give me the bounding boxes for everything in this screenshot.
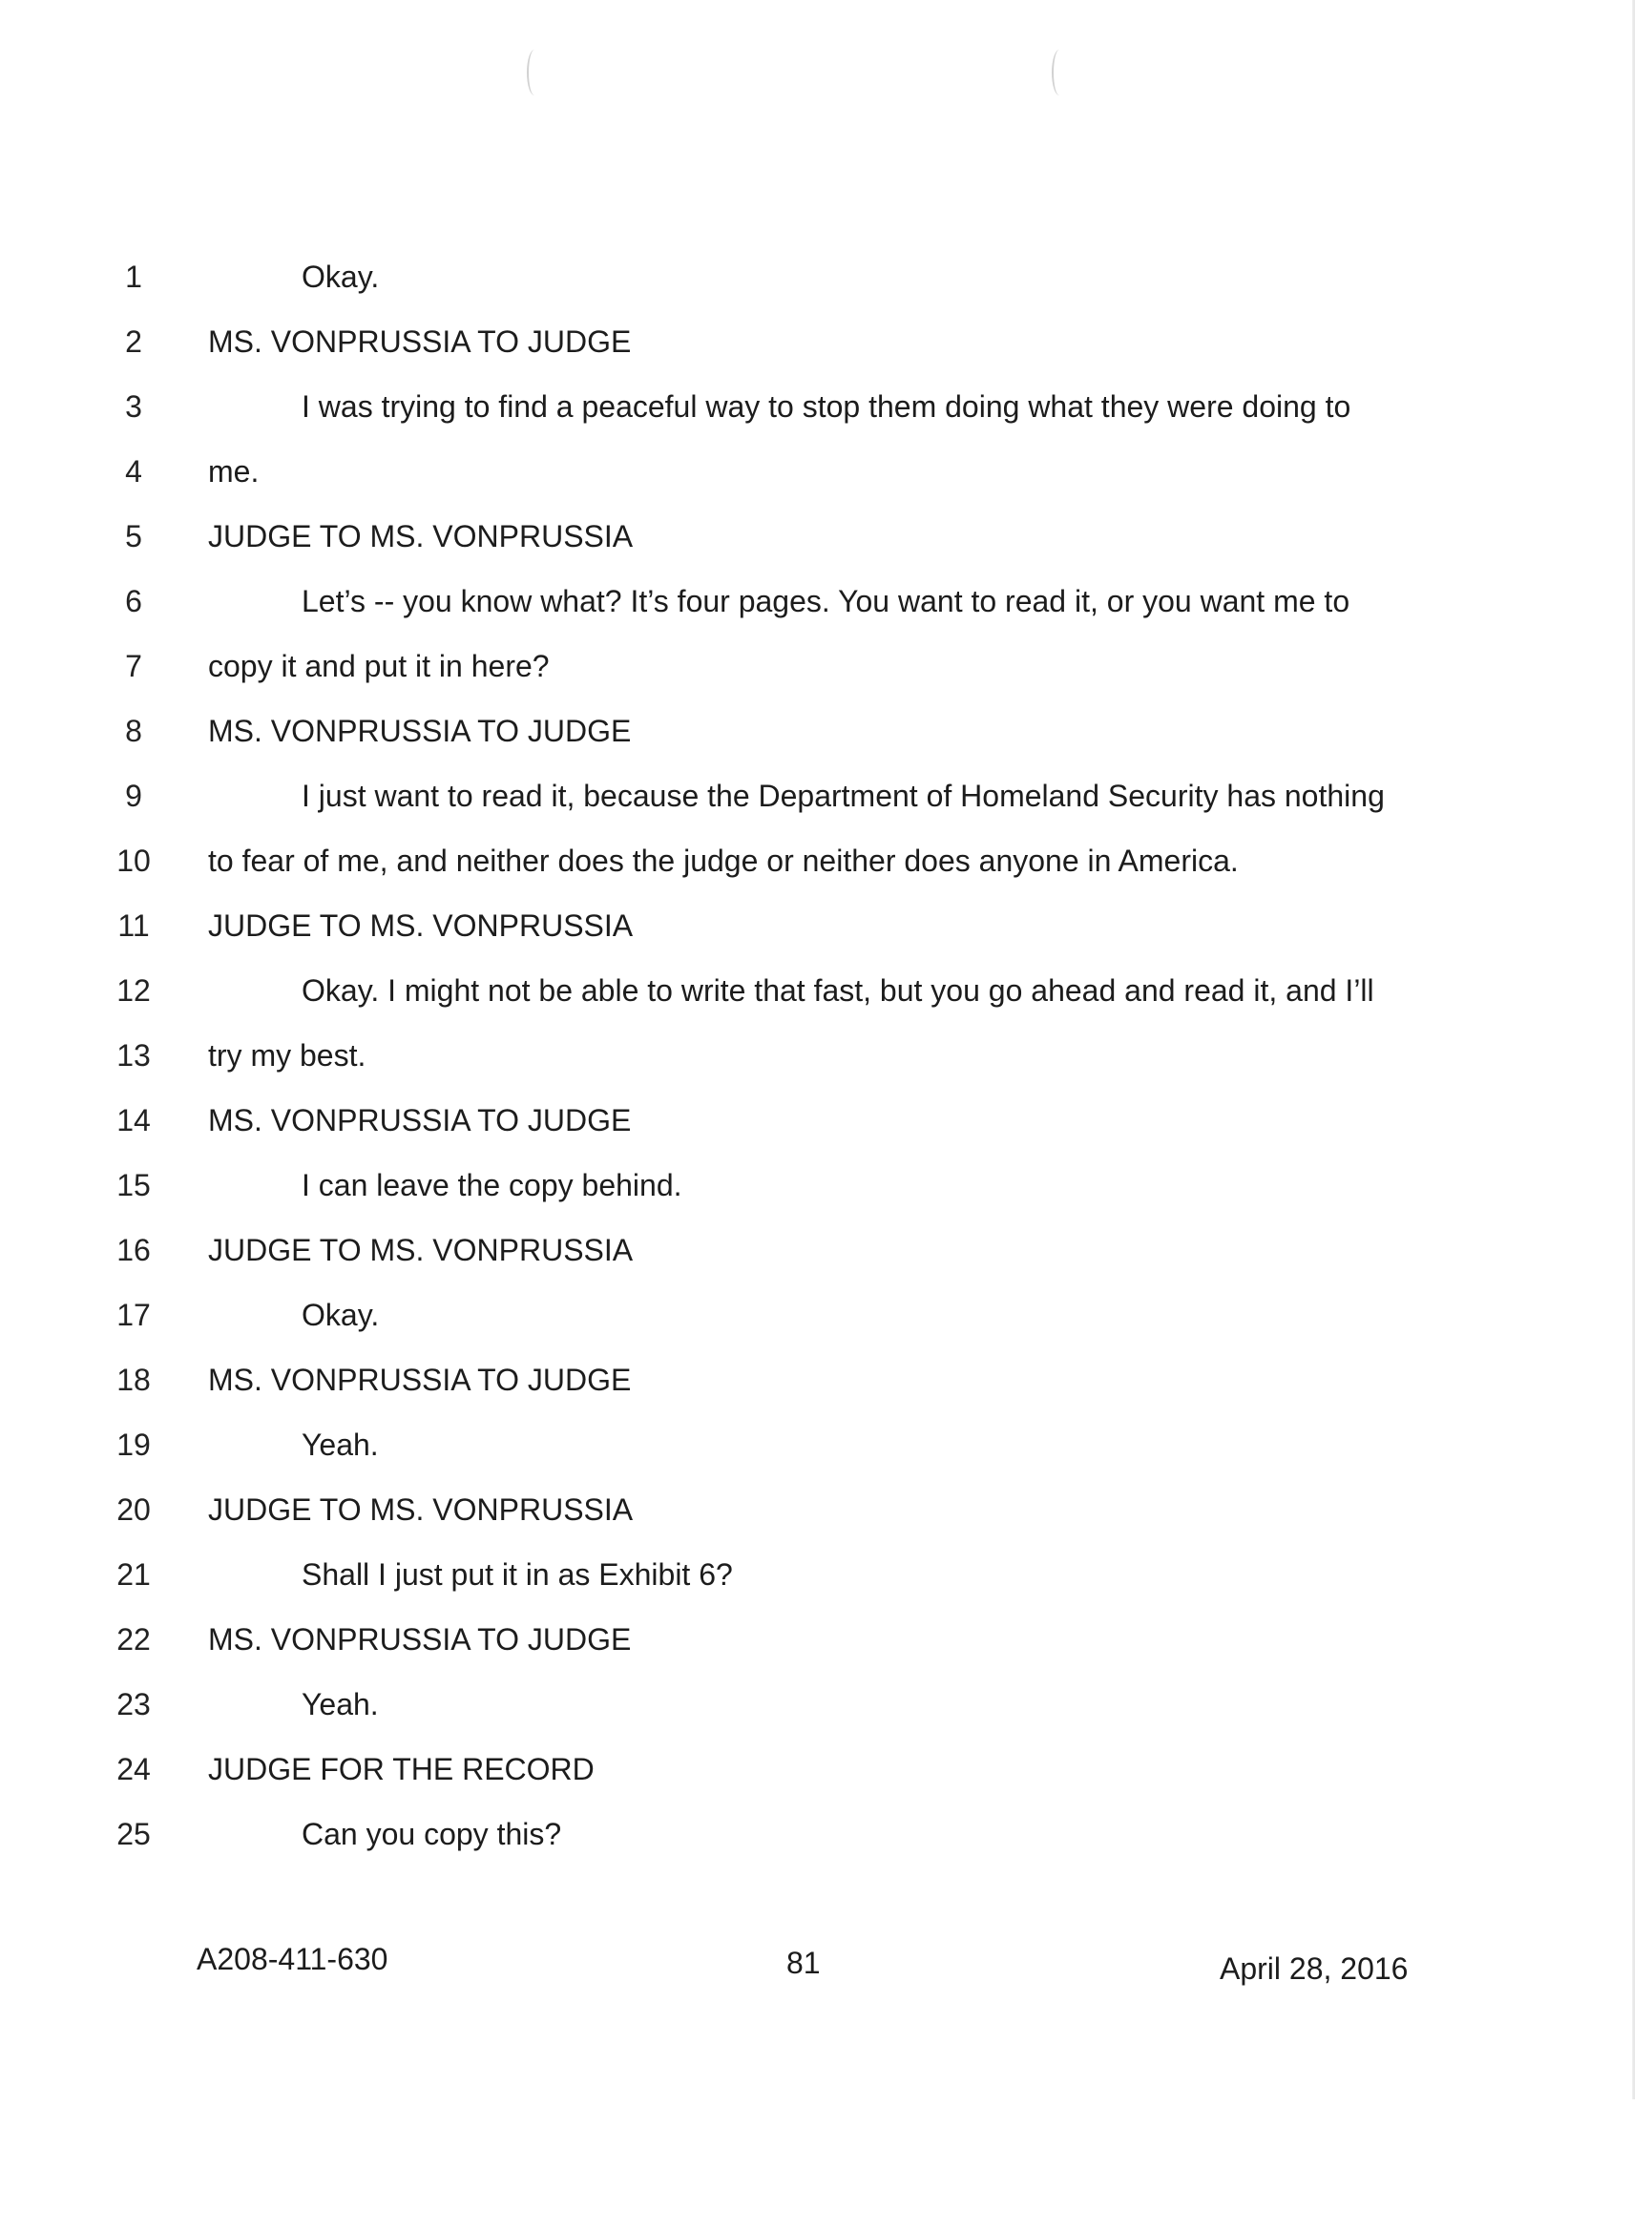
line-text: JUDGE TO MS. VONPRUSSIA <box>208 1233 634 1267</box>
line-text: Okay. <box>302 260 380 294</box>
line-text: JUDGE TO MS. VONPRUSSIA <box>208 1492 634 1527</box>
line-text: to fear of me, and neither does the judge or neither does anyone in America. <box>208 844 1239 878</box>
line-text: MS. VONPRUSSIA TO JUDGE <box>208 1363 632 1397</box>
page-footer <box>0 1942 1652 1990</box>
line-text: Yeah. <box>302 1428 379 1462</box>
transcript-line <box>105 1555 1441 1620</box>
line-number: 24 <box>116 1752 151 1786</box>
transcript-line <box>105 842 1441 907</box>
line-number: 12 <box>116 973 151 1008</box>
transcript-line <box>105 582 1441 647</box>
line-number: 13 <box>116 1038 151 1073</box>
scan-edge-shadow <box>1632 0 1635 2099</box>
line-text: I just want to read it, because the Department of Homeland Security has nothing <box>302 779 1385 813</box>
transcript-line <box>105 971 1441 1036</box>
line-number: 15 <box>116 1168 151 1202</box>
line-text: Shall I just put it in as Exhibit 6? <box>302 1557 733 1592</box>
line-number: 9 <box>125 779 142 813</box>
line-text: Yeah. <box>302 1687 379 1721</box>
transcript-line <box>105 1036 1441 1101</box>
punch-hole-mark <box>1052 50 1067 95</box>
line-text: Okay. <box>302 1298 380 1332</box>
line-text: JUDGE TO MS. VONPRUSSIA <box>208 908 634 943</box>
transcript-line <box>105 907 1441 971</box>
line-number: 3 <box>125 389 142 424</box>
transcript-line <box>105 258 1441 323</box>
line-number: 7 <box>125 649 142 683</box>
line-number: 20 <box>116 1492 151 1527</box>
line-number: 2 <box>125 324 142 359</box>
transcript-line <box>105 1361 1441 1426</box>
line-number: 10 <box>116 844 151 878</box>
transcript-line <box>105 1426 1441 1491</box>
line-number: 18 <box>116 1363 151 1397</box>
transcript-line <box>105 1750 1441 1815</box>
line-text: MS. VONPRUSSIA TO JUDGE <box>208 1622 632 1657</box>
case-number: A208-411-630 <box>197 1942 388 1976</box>
line-number: 25 <box>116 1817 151 1851</box>
line-text: MS. VONPRUSSIA TO JUDGE <box>208 1103 632 1137</box>
transcript-line <box>105 1815 1441 1880</box>
transcript-line <box>105 1231 1441 1296</box>
transcript-body <box>105 258 1441 1880</box>
transcript-line <box>105 712 1441 777</box>
transcript-line <box>105 1491 1441 1555</box>
transcript-line <box>105 387 1441 452</box>
transcript-line <box>105 1166 1441 1231</box>
line-number: 17 <box>116 1298 151 1332</box>
line-text: JUDGE FOR THE RECORD <box>208 1752 595 1786</box>
line-text: MS. VONPRUSSIA TO JUDGE <box>208 324 632 359</box>
transcript-line <box>105 1101 1441 1166</box>
line-text: Let’s -- you know what? It’s four pages. You want to read it, or you want me to <box>302 584 1350 618</box>
transcript-date: April 28, 2016 <box>1220 1951 1409 1986</box>
transcript-line <box>105 777 1441 842</box>
transcript-line <box>105 1620 1441 1685</box>
line-number: 23 <box>116 1687 151 1721</box>
page-number: 81 <box>786 1946 821 1980</box>
line-number: 16 <box>116 1233 151 1267</box>
punch-hole-mark <box>527 50 542 95</box>
line-text: JUDGE TO MS. VONPRUSSIA <box>208 519 634 553</box>
line-number: 19 <box>116 1428 151 1462</box>
line-text: Okay. I might not be able to write that fast, but you go ahead and read it, and I’ll <box>302 973 1374 1008</box>
line-number: 11 <box>117 908 150 943</box>
line-number: 4 <box>125 454 142 489</box>
line-number: 21 <box>116 1557 151 1592</box>
line-number: 8 <box>125 714 142 748</box>
line-text: I was trying to find a peaceful way to stop them doing what they were doing to <box>302 389 1351 424</box>
transcript-line <box>105 1296 1441 1361</box>
line-number: 14 <box>116 1103 151 1137</box>
line-text: me. <box>208 454 260 489</box>
transcript-line <box>105 647 1441 712</box>
line-number: 1 <box>125 260 142 294</box>
line-number: 22 <box>116 1622 151 1657</box>
line-text: copy it and put it in here? <box>208 649 550 683</box>
line-number: 5 <box>125 519 142 553</box>
line-text: try my best. <box>208 1038 366 1073</box>
line-text: I can leave the copy behind. <box>302 1168 682 1202</box>
transcript-line <box>105 1685 1441 1750</box>
transcript-line <box>105 323 1441 387</box>
transcript-line <box>105 517 1441 582</box>
line-number: 6 <box>125 584 142 618</box>
line-text: Can you copy this? <box>302 1817 562 1851</box>
line-text: MS. VONPRUSSIA TO JUDGE <box>208 714 632 748</box>
transcript-line <box>105 452 1441 517</box>
